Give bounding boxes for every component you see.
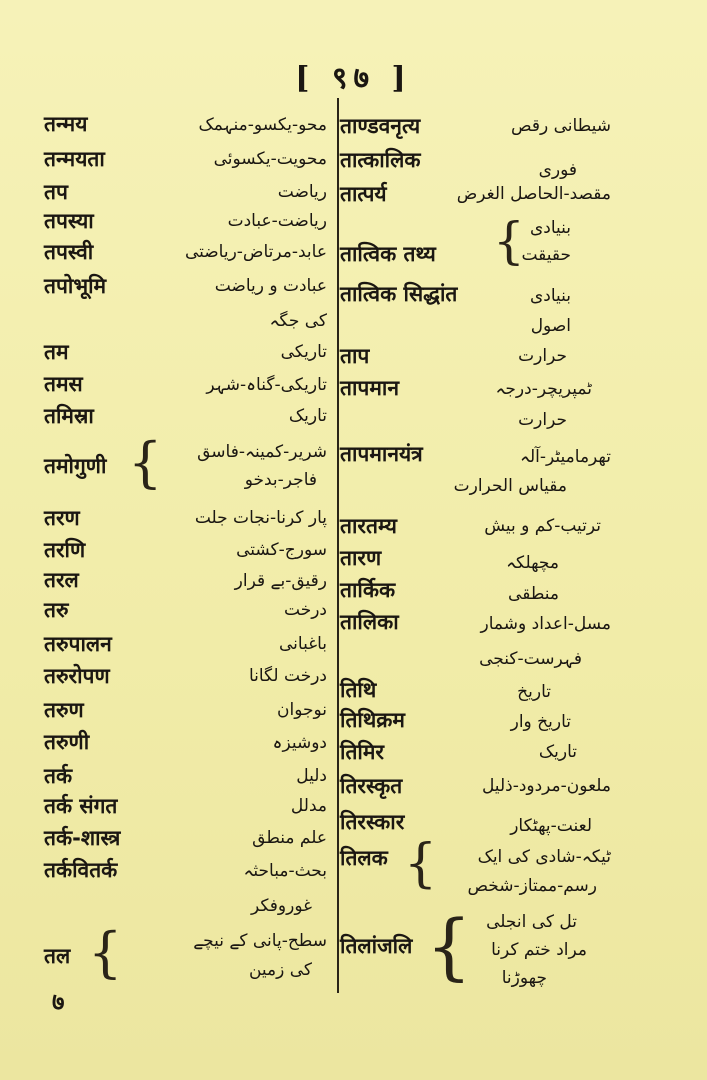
right-meaning: فہرست-کنجی (479, 649, 582, 669)
left-headword: तपस्या (44, 209, 94, 233)
left-meaning: کی زمین (248, 960, 312, 980)
right-headword: तिथि (340, 678, 377, 702)
left-headword: तन्मयता (44, 147, 105, 171)
left-meaning: مدلل (290, 796, 327, 816)
left-headword: तपोभूमि (44, 274, 107, 298)
left-meaning: شریر-کمینہ-فاسق (197, 442, 327, 462)
right-meaning: حقیقت (521, 245, 571, 265)
right-headword: तिलांजलि (340, 934, 413, 958)
right-headword: ताप (340, 344, 370, 368)
right-headword: तिरस्कृत (340, 774, 403, 798)
left-headword: तरुरोपण (44, 664, 110, 688)
right-headword: तात्कालिक (340, 148, 421, 172)
left-headword: तमिस्रा (44, 404, 94, 428)
left-meaning: تاریکی-گناہ-شہر (206, 375, 327, 395)
left-meaning: پار کرنا-نجات جلت (194, 508, 327, 528)
left-headword: तर्कवितर्क (44, 858, 118, 882)
right-meaning: بنیادی (529, 286, 571, 306)
left-headword: तरुणी (44, 730, 90, 754)
right-headword: तार्किक (340, 578, 396, 602)
left-meaning: علم منطق (252, 828, 327, 848)
footer-signature-mark: ७ (52, 987, 65, 1016)
right-meaning: مراد ختم کرنا (491, 940, 587, 960)
left-meaning: سطح-پانی کے نیچے (193, 931, 327, 951)
left-meaning: محو-یکسو-منہمک (198, 115, 327, 135)
right-meaning: تھرمامیٹر-آلہ (520, 447, 611, 467)
brace: { (426, 904, 472, 988)
right-meaning: تاریک (538, 742, 577, 762)
right-meaning: مچھلکہ (506, 553, 559, 573)
left-headword: तर्क संगत (44, 794, 118, 818)
right-meaning: چھوڑنا (501, 968, 547, 988)
right-headword: तापमानयंत्र (340, 442, 423, 466)
right-meaning: تل کی انجلی (486, 912, 577, 932)
right-meaning: اصول (530, 316, 571, 336)
right-meaning: فوری (538, 160, 577, 180)
left-meaning: ریاضت (277, 182, 327, 202)
right-headword: तिथिक्रम (340, 708, 405, 732)
right-meaning: منطقی (508, 584, 559, 604)
left-headword: तरुपालन (44, 632, 112, 656)
left-headword: तमस (44, 372, 83, 396)
page-number: [ ९७ ] (295, 61, 412, 96)
brace: { (493, 212, 525, 270)
right-meaning: ٹیکہ-شادی کی ایک (477, 847, 611, 867)
right-meaning: تاریخ (517, 682, 551, 702)
left-headword: तन्मय (44, 112, 88, 136)
right-meaning: شیطانی رقص (511, 116, 611, 136)
right-meaning: ٹمپریچر-درجہ (495, 379, 592, 399)
left-headword: तम (44, 340, 69, 364)
left-headword: तरुण (44, 698, 84, 722)
right-headword: ताण्डवनृत्य (340, 114, 421, 138)
left-meaning: عابد-مرتاض-ریاضتی (184, 242, 327, 262)
right-meaning: حرارت (518, 346, 567, 366)
right-meaning: لعنت-پھٹکار (510, 816, 592, 836)
column-divider (337, 98, 339, 993)
left-headword: तरल (44, 568, 79, 592)
left-headword: तर्क-शास्त्र (44, 826, 121, 850)
right-meaning: تاریخ وار (510, 712, 571, 732)
left-meaning: دوشیزہ (272, 733, 327, 753)
left-meaning: نوجوان (276, 700, 327, 720)
left-meaning: محویت-یکسوئی (213, 149, 327, 169)
right-headword: तिरस्कार (340, 810, 405, 834)
brace: { (128, 431, 163, 494)
left-meaning: دلیل (296, 766, 327, 786)
right-meaning: بنیادی (529, 218, 571, 238)
left-meaning: فاجر-بدخو (244, 470, 317, 490)
left-meaning: تاریک (288, 406, 327, 426)
right-headword: तिलक (340, 846, 388, 870)
right-headword: तिमिर (340, 740, 384, 764)
right-meaning: مسل-اعداد وشمار (480, 614, 611, 634)
right-headword: तात्विक तथ्य (340, 242, 436, 266)
left-headword: तर्क (44, 764, 73, 788)
left-headword: तप (44, 180, 68, 204)
left-headword: तल (44, 944, 71, 968)
left-meaning: تاریکی (280, 342, 327, 362)
right-meaning: رسم-ممتاز-شخص (467, 876, 597, 896)
left-headword: तरण (44, 506, 80, 530)
left-headword: तरु (44, 598, 69, 622)
left-meaning: عبادت و ریاضت (214, 276, 327, 296)
right-meaning: حرارت (518, 410, 567, 430)
right-meaning: ترتیب-کم و بیش (484, 516, 601, 536)
left-meaning: کی جگہ (269, 311, 327, 331)
right-meaning: مقیاس الحرارت (453, 476, 567, 496)
right-headword: तापमान (340, 376, 399, 400)
left-meaning: درخت لگانا (248, 666, 327, 686)
left-meaning: رقیق-بے قرار (234, 571, 327, 591)
brace: { (88, 921, 123, 984)
right-headword: तारण (340, 546, 382, 570)
right-meaning: مقصد-الحاصل الغرض (456, 184, 611, 204)
left-meaning: غوروفکر (251, 896, 312, 916)
left-headword: तरणि (44, 538, 86, 562)
left-headword: तमोगुणी (44, 454, 107, 478)
left-meaning: درخت (284, 600, 327, 620)
left-headword: तपस्वी (44, 240, 94, 264)
left-meaning: بحث-مباحثہ (243, 861, 327, 881)
right-headword: तारतम्य (340, 514, 397, 538)
right-headword: तात्विक सिद्धांत (340, 282, 458, 306)
brace: { (404, 834, 438, 894)
left-meaning: سورج-کشتی (236, 540, 327, 560)
right-headword: तालिका (340, 610, 399, 634)
right-headword: तात्पर्य (340, 182, 387, 206)
right-meaning: ملعون-مردود-ذلیل (481, 776, 611, 796)
left-meaning: باغبانی (278, 634, 327, 654)
left-meaning: ریاضت-عبادت (227, 211, 327, 231)
